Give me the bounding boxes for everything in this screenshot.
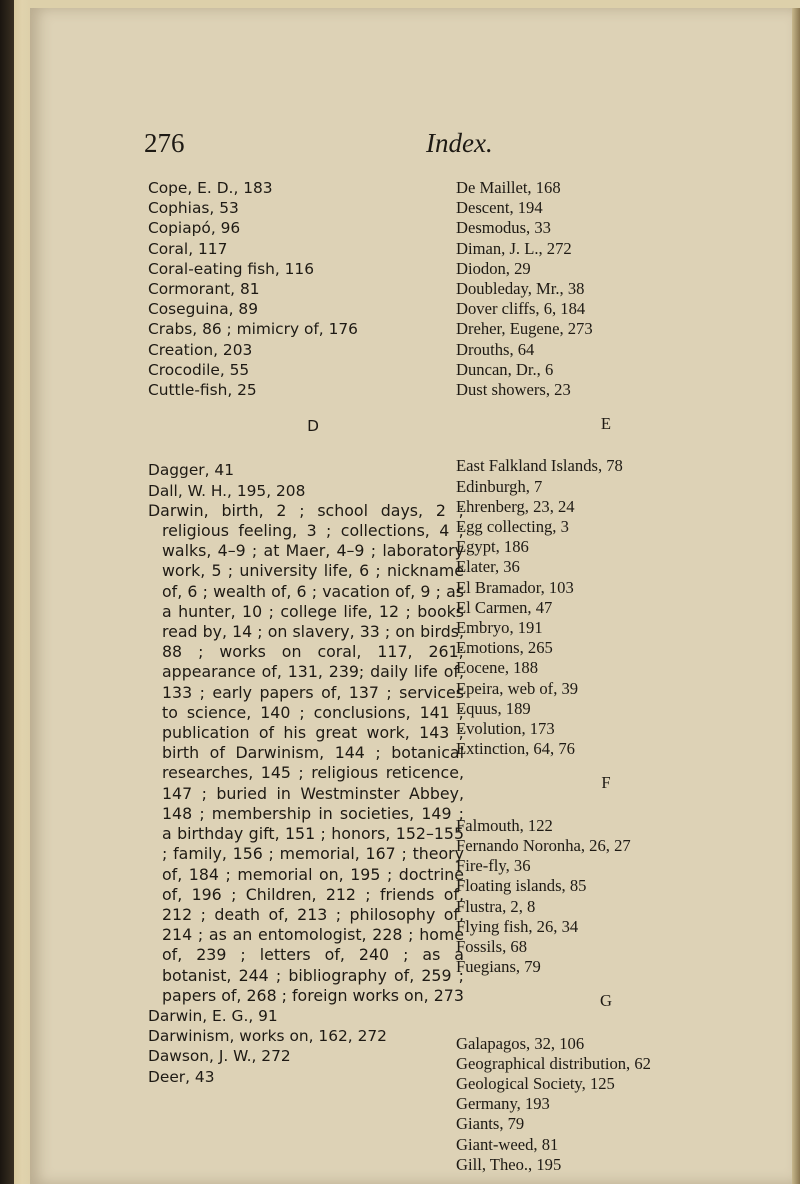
index-entry: Desmodus, 33 [456, 218, 551, 238]
index-entry: Edinburgh, 7 [456, 476, 543, 496]
index-entry: Coseguina, 89 [148, 300, 259, 319]
index-entry: Deer, 43 [148, 1067, 215, 1086]
index-entry: Fossils, 68 [456, 936, 528, 956]
index-entry: Duncan, Dr., 6 [456, 359, 554, 379]
index-entry: Elater, 36 [456, 557, 520, 577]
index-entry: Dreher, Eugene, 273 [456, 319, 593, 339]
section-letter-f: F [601, 773, 611, 793]
index-entry: Gill, Theo., 195 [456, 1154, 562, 1174]
index-entry: Extinction, 64, 76 [456, 739, 575, 759]
index-column-left [148, 178, 478, 1087]
index-entry: Egg collecting, 3 [456, 517, 569, 537]
page-number: 276 [144, 128, 185, 158]
index-entry: Giants, 79 [456, 1114, 525, 1134]
index-entry: Egypt, 186 [456, 537, 529, 557]
index-entry: Geographical distribution, 62 [456, 1053, 651, 1073]
index-entry: Fernando Noronha, 26, 27 [456, 835, 631, 855]
index-entry: Emotions, 265 [456, 638, 553, 658]
index-entry: Darwin, E. G., 91 [148, 1006, 278, 1025]
index-entry: Fuegians, 79 [456, 957, 541, 977]
index-entry: Dust showers, 23 [456, 380, 571, 400]
entry-group-d [148, 460, 478, 500]
index-column-right [456, 178, 756, 1175]
entry-group-g [456, 1034, 756, 1175]
index-entry: Drouths, 64 [456, 339, 535, 359]
index-entry: Dall, W. H., 195, 208 [148, 481, 306, 500]
index-entry: Falmouth, 122 [456, 815, 553, 835]
index-entry: Dover cliffs, 6, 184 [456, 299, 586, 319]
index-entry: Coral-eating fish, 116 [148, 259, 315, 278]
index-entry: Eocene, 188 [456, 658, 539, 678]
entry-group-c [148, 178, 478, 400]
index-entry: Ehrenberg, 23, 24 [456, 496, 575, 516]
index-entry: De Maillet, 168 [456, 178, 561, 197]
index-entry: Copiapó, 96 [148, 219, 241, 238]
index-entry: Evolution, 173 [456, 719, 555, 739]
index-entry: Embryo, 191 [456, 618, 543, 638]
entry-group-d-right [456, 178, 756, 400]
index-entry: Epeira, web of, 39 [456, 678, 579, 698]
running-title: Index. [426, 128, 493, 158]
index-entry: Crocodile, 55 [148, 360, 250, 379]
page-header [30, 128, 792, 160]
entry-group-d-continued [148, 1006, 478, 1087]
index-entry: Descent, 194 [456, 198, 543, 218]
index-entry: Germany, 193 [456, 1094, 550, 1114]
index-entry: Darwinism, works on, 162, 272 [148, 1027, 387, 1046]
index-entry: Galapagos, 32, 106 [456, 1033, 585, 1053]
index-entry: Dagger, 41 [148, 461, 234, 480]
index-entry: Dawson, J. W., 272 [148, 1047, 291, 1066]
index-entry: Creation, 203 [148, 340, 253, 359]
index-entry: Diman, J. L., 272 [456, 238, 572, 258]
index-entry: Giant-weed, 81 [456, 1134, 559, 1154]
index-entry: Fire-fly, 36 [456, 856, 531, 876]
index-entry: El Bramador, 103 [456, 577, 574, 597]
index-entry: Diodon, 29 [456, 258, 531, 278]
entry-group-f [456, 816, 756, 978]
index-entry: Doubleday, Mr., 38 [456, 279, 585, 299]
section-letter-e: E [600, 414, 612, 434]
index-entry-darwin: Darwin, birth, 2 ; school days, 2 ; religious feeling, 3 ; collections, 4 ; walks, 4–9 ; at Maer, 4–9 ; laboratory work, 5 ; university life, 6 ; nickname of, 6 ; wealth of, 6 ; vacation of, 9 ; as a hunter, 10 ; college life, 12 ; books read by, 14 ; on slavery, 33 ; on birds, 88 ; works on coral, 117, 261; appearance of, 131, 239; daily life of, 133 ; early papers of, 137 ; services to science, 140 ; conclusions, 141 ; publication of his great work, 143 ; birth of Darwinism, 144 ; botanical researches, 145 ; religious reticence, 147 ; buried in Westminster Abbey, 148 ; membership in societies, 149 ; a birthday gift, 151 ; honors, 152–155 ; family, 156 ; memorial, 167 ; theory of, 184 ; memorial on, 195 ; doctrine of, 196 ; Children, 212 ; friends of, 212 ; death of, 213 ; philosophy of, 214 ; as an entomologist, 228 ; home of, 239 ; letters of, 240 ; as a botanist, 244 ; bibliography of, 259 ; papers of, 268 ; foreign works on, 273 [148, 500, 464, 1005]
section-letter-g: G [600, 991, 612, 1011]
section-letter-d: D [307, 417, 319, 436]
index-entry: Flustra, 2, 8 [456, 896, 536, 916]
index-entry: Floating islands, 85 [456, 876, 587, 896]
index-entry: Cormorant, 81 [148, 280, 260, 299]
index-entry: Flying fish, 26, 34 [456, 916, 579, 936]
index-entry: Coral, 117 [148, 239, 228, 258]
index-entry: Geological Society, 125 [456, 1073, 615, 1093]
index-entry: East Falkland Islands, 78 [456, 456, 623, 476]
index-entry: Cophias, 53 [148, 199, 239, 218]
index-entry: Cope, E. D., 183 [148, 179, 273, 197]
index-entry: Cuttle-fish, 25 [148, 381, 257, 400]
index-page [30, 8, 792, 1184]
index-entry: Equus, 189 [456, 698, 531, 718]
index-entry: Crabs, 86 ; mimicry of, 176 [148, 320, 358, 339]
index-entry: El Carmen, 47 [456, 597, 553, 617]
entry-group-e [456, 456, 756, 759]
